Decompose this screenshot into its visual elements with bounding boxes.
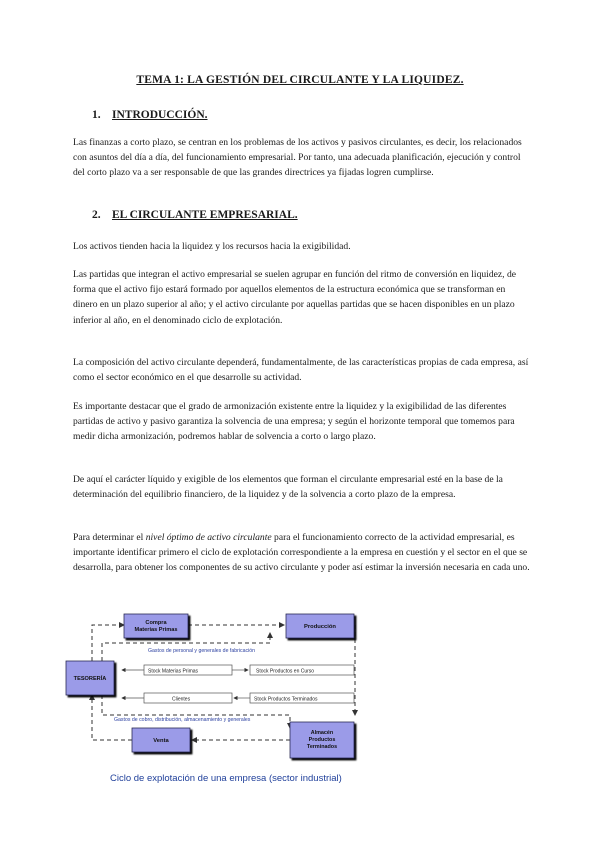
paragraph-6 <box>73 530 531 576</box>
section-title: INTRODUCCIÓN. <box>112 109 208 121</box>
section-number: 2. <box>92 209 101 221</box>
compra-label: Compra <box>145 620 167 626</box>
clientes-label: Clientes <box>172 696 191 703</box>
stock-materias-primas-label: Stock Materias Primas <box>148 668 199 675</box>
section-heading-circulante <box>92 209 298 221</box>
tesoreria-label: TESORERÍA <box>73 676 107 682</box>
gastos-cobro-label: Gastos de cobro, distribución, almacenamiento y generales <box>114 717 251 723</box>
paragraph-1: Los activos tienden hacia la liquidez y los recursos hacia la exigibilidad. <box>73 241 351 252</box>
section-title: EL CIRCULANTE EMPRESARIAL. <box>112 209 298 221</box>
compra-materias-primas-box <box>124 614 188 638</box>
paragraph-2: Las partidas que integran el activo empresarial se suelen agrupar en función del ritmo de conversión en liquidez, de forma que el activo fijo estará formado por aquellos elementos de la estructura económica que se transforman en dinero en un plazo superior al año; y el activo circulante por aquellas partidas que se hacen disponibles en un plazo inferior al año, en el denominado ciclo de explotación. <box>73 269 517 326</box>
operating-cycle-diagram <box>62 603 380 788</box>
paragraph-5: De aquí el carácter líquido y exigible de los elementos que forman el circulante empresarial esté en la base de la determinación del equilibrio financiero, de la liquidez y de la solvencia a corto plazo de la empresa. <box>73 474 503 501</box>
paragraph-3: La composición del activo circulante dependerá, fundamentalmente, de las características propias de cada empresa, así como el sector económico en el que desarrolle su actividad. <box>73 357 529 384</box>
gastos-personal-label: Gastos de personal y generales de fabricación <box>148 648 255 654</box>
stock-productos-curso-label: Stock Productos en Curso <box>256 668 315 675</box>
section-number: 1. <box>92 109 101 121</box>
materias-primas-label: Materias Primas <box>134 627 178 633</box>
stock-productos-terminados-label: Stock Productos Terminados <box>254 696 318 703</box>
almacen-label: Almacén <box>310 730 334 736</box>
produccion-label: Producción <box>304 624 336 630</box>
diagram-caption: Ciclo de explotación de una empresa (sector industrial) <box>110 773 342 784</box>
venta-label: Venta <box>153 738 169 744</box>
paragraph-6-emphasis: nivel óptimo de activo circulante <box>145 532 272 543</box>
paragraph-6-end: para el funcionamiento correcto de la actividad empresarial, es importante identificar primero el ciclo de explotación correspondiente a la empresa en cuestión y el sector en el que se desarrolla, para obtener los componentes de su activo circulante y poder así estimar la inversión necesaria en cada uno. <box>73 532 530 574</box>
section-heading-introduccion <box>92 109 208 121</box>
terminados-label: Terminados <box>306 744 338 750</box>
paragraph-intro: Las finanzas a corto plazo, se centran en los problemas de los activos y pasivos circulantes, es decir, los relacionados con asuntos del día a día, del funcionamiento empresarial. Por tanto, una adecuada planificación, ejecución y control del corto plazo va a ser responsable de que las grandes directrices ya fijadas logren cumplirse. <box>73 137 522 179</box>
productos-label: Productos <box>308 737 336 743</box>
document-title: TEMA 1: LA GESTIÓN DEL CIRCULANTE Y LA LIQUIDEZ. <box>136 74 464 86</box>
paragraph-4: Es importante destacar que el grado de armonización existente entre la liquidez y la exigibilidad de las diferentes partidas de activo y pasivo garantiza la solvencia de una empresa; y según el horizonte temporal que tomemos para medir dicha armonización, podremos hablar de solvencia a corto o largo plazo. <box>73 401 515 443</box>
paragraph-6-start: Para determinar el <box>73 532 146 543</box>
